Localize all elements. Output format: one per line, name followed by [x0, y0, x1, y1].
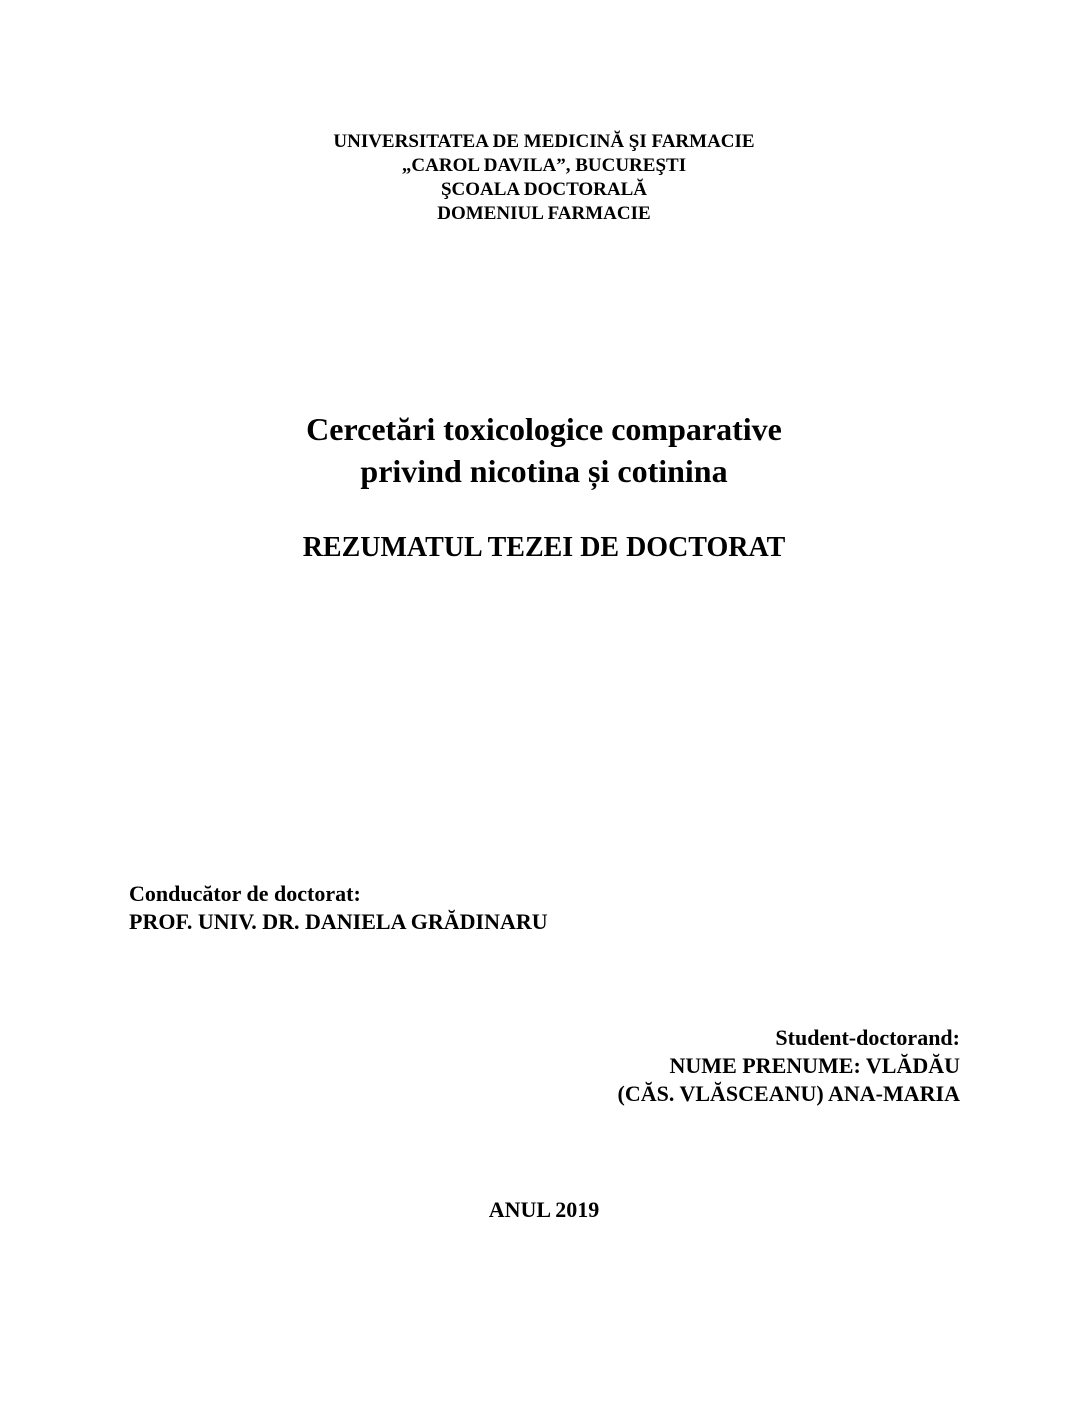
- thesis-title-line-1: Cercetări toxicologice comparative: [306, 411, 782, 447]
- university-location: „CAROL DAVILA”, BUCUREŞTI: [401, 155, 687, 176]
- year-label: ANUL 2019: [488, 1197, 600, 1222]
- summary-heading: REZUMATUL TEZEI DE DOCTORAT: [302, 532, 786, 563]
- institution-header: [0, 130, 1088, 226]
- supervisor-name: PROF. UNIV. DR. DANIELA GRĂDINARU: [129, 909, 548, 934]
- supervisor-label: Conducător de doctorat:: [129, 881, 361, 906]
- university-name: UNIVERSITATEA DE MEDICINĂ ŞI FARMACIE: [333, 131, 755, 152]
- doctoral-school: ŞCOALA DOCTORALĂ: [440, 179, 648, 200]
- student-name-line-1: NUME PRENUME: VLĂDĂU: [669, 1053, 960, 1078]
- thesis-title: [0, 408, 1088, 492]
- field-of-study: DOMENIUL FARMACIE: [437, 203, 651, 224]
- thesis-title-line-2: privind nicotina și cotinina: [360, 453, 728, 489]
- student-block: [618, 1024, 960, 1108]
- student-name-line-2: (CĂS. VLĂSCEANU) ANA-MARIA: [617, 1081, 960, 1106]
- student-label: Student-doctorand:: [775, 1025, 960, 1050]
- supervisor-block: [129, 880, 548, 936]
